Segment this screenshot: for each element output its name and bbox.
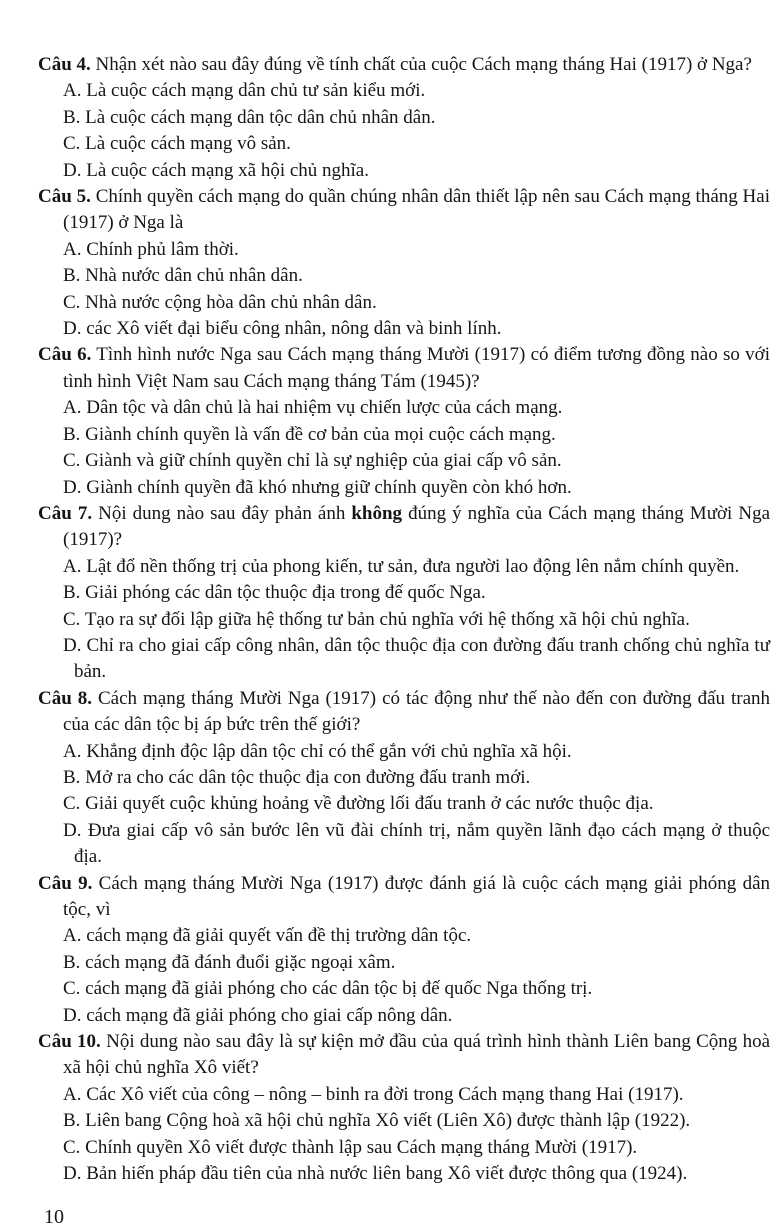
question-number: Câu 9. [38, 872, 93, 894]
question-block-9 [38, 871, 770, 1029]
question-number: Câu 5. [38, 186, 91, 208]
answer-option: D. Đưa giai cấp vô sản bước lên vũ đài chính trị, nắm quyền lãnh đạo cách mạng ở thuộc địa. [63, 819, 770, 868]
answer-option: B. Nhà nước dân chủ nhân dân. [63, 265, 303, 287]
answer-option: B. Mở ra cho các dân tộc thuộc địa con đường đấu tranh mới. [63, 766, 531, 788]
answer-option: A. Khẳng định độc lập dân tộc chỉ có thể gắn với chủ nghĩa xã hội. [63, 740, 572, 762]
question-number: Câu 6. [38, 344, 92, 366]
answer-option: C. Chính quyền Xô viết được thành lập sau Cách mạng tháng Mười (1917). [63, 1136, 638, 1158]
answer-option: D. cách mạng đã giải phóng cho giai cấp nông dân. [63, 1004, 453, 1026]
answer-option: D. Bản hiến pháp đầu tiên của nhà nước liên bang Xô viết được thông qua (1924). [63, 1163, 688, 1185]
question-block-5 [38, 184, 770, 342]
question-body: Nội dung nào sau đây là sự kiện mở đầu của quá trình hình thành Liên bang Cộng hoà xã hội chủ nghĩa Xô viết? [63, 1031, 771, 1079]
answer-option: C. Giành và giữ chính quyền chỉ là sự nghiệp của giai cấp vô sản. [63, 450, 562, 472]
question-body-post: đúng ý nghĩa của Cách mạng tháng Mười Nga (1917)? [63, 502, 771, 551]
answer-option: A. cách mạng đã giải quyết vấn đề thị trường dân tộc. [63, 925, 472, 947]
answer-option: D. Chỉ ra cho giai cấp công nhân, dân tộc thuộc địa con đường đấu tranh chống chủ nghĩa tư bản. [63, 634, 770, 683]
question-body: Cách mạng tháng Mười Nga (1917) có tác động như thế nào đến con đường đấu tranh của các dân tộc bị áp bức trên thế giới? [63, 687, 771, 736]
answer-option: C. Giải quyết cuộc khủng hoảng về đường lối đấu tranh ở các nước thuộc địa. [63, 793, 654, 815]
question-text [38, 1029, 770, 1082]
answer-option: A. Chính phủ lâm thời. [63, 238, 239, 260]
answer-option: C. cách mạng đã giải phóng cho các dân tộc bị đế quốc Nga thống trị. [63, 978, 593, 1000]
question-number: Câu 8. [38, 687, 93, 709]
question-block-8 [38, 686, 770, 871]
question-block-4 [38, 52, 770, 184]
question-number: Câu 4. [38, 54, 91, 75]
question-text [38, 342, 770, 395]
question-body-pre: Nội dung nào sau đây phản ánh [98, 502, 352, 524]
answer-option: A. Là cuộc cách mạng dân chủ tư sản kiểu mới. [63, 80, 426, 102]
answer-option: B. Là cuộc cách mạng dân tộc dân chủ nhân dân. [63, 106, 436, 128]
answer-option: B. Giành chính quyền là vấn đề cơ bản của mọi cuộc cách mạng. [63, 423, 556, 445]
question-body: Chính quyền cách mạng do quần chúng nhân dân thiết lập nên sau Cách mạng tháng Hai (1917) ở Nga là [63, 186, 770, 234]
question-body: Tình hình nước Nga sau Cách mạng tháng Mười (1917) có điểm tương đồng nào so với tình hình Việt Nam sau Cách mạng tháng Tám (1945)? [63, 344, 770, 392]
answer-option: C. Là cuộc cách mạng vô sản. [63, 133, 291, 155]
question-block-7 [38, 501, 770, 686]
question-number: Câu 10. [38, 1031, 101, 1053]
answer-option: C. Nhà nước cộng hòa dân chủ nhân dân. [63, 291, 377, 313]
question-text [38, 686, 770, 739]
answer-option: C. Tạo ra sự đối lập giữa hệ thống tư bản chủ nghĩa với hệ thống xã hội chủ nghĩa. [63, 608, 690, 630]
answer-option: A. Lật đổ nền thống trị của phong kiến, tư sản, đưa người lao động lên nắm chính quyền. [63, 555, 740, 577]
question-body: Nhận xét nào sau đây đúng về tính chất của cuộc Cách mạng tháng Hai (1917) ở Nga? [95, 54, 752, 75]
question-block-10 [38, 1029, 770, 1187]
question-text [38, 871, 770, 924]
answer-option: D. Giành chính quyền đã khó nhưng giữ chính quyền còn khó hơn. [63, 476, 572, 498]
answer-option: D. Là cuộc cách mạng xã hội chủ nghĩa. [63, 159, 369, 181]
answer-option: B. cách mạng đã đánh đuổi giặc ngoại xâm. [63, 951, 396, 973]
answer-option: A. Dân tộc và dân chủ là hai nhiệm vụ chiến lược của cách mạng. [63, 397, 563, 419]
question-body-emphasis: không [351, 502, 403, 524]
answer-option: A. Các Xô viết của công – nông – binh ra đời trong Cách mạng thang Hai (1917). [63, 1083, 684, 1105]
question-text [38, 184, 770, 237]
question-text [38, 52, 770, 78]
question-body: Cách mạng tháng Mười Nga (1917) được đánh giá là cuộc cách mạng giải phóng dân tộc, vì [63, 872, 771, 920]
question-number: Câu 7. [38, 502, 93, 524]
answer-option: B. Giải phóng các dân tộc thuộc địa trong đế quốc Nga. [63, 582, 486, 604]
question-block-6 [38, 342, 770, 500]
answer-option: B. Liên bang Cộng hoà xã hội chủ nghĩa Xô viết (Liên Xô) được thành lập (1922). [63, 1110, 691, 1132]
question-text [38, 501, 770, 554]
page-number: 10 [44, 1206, 64, 1229]
answer-option: D. các Xô viết đại biểu công nhân, nông dân và binh lính. [63, 318, 502, 340]
